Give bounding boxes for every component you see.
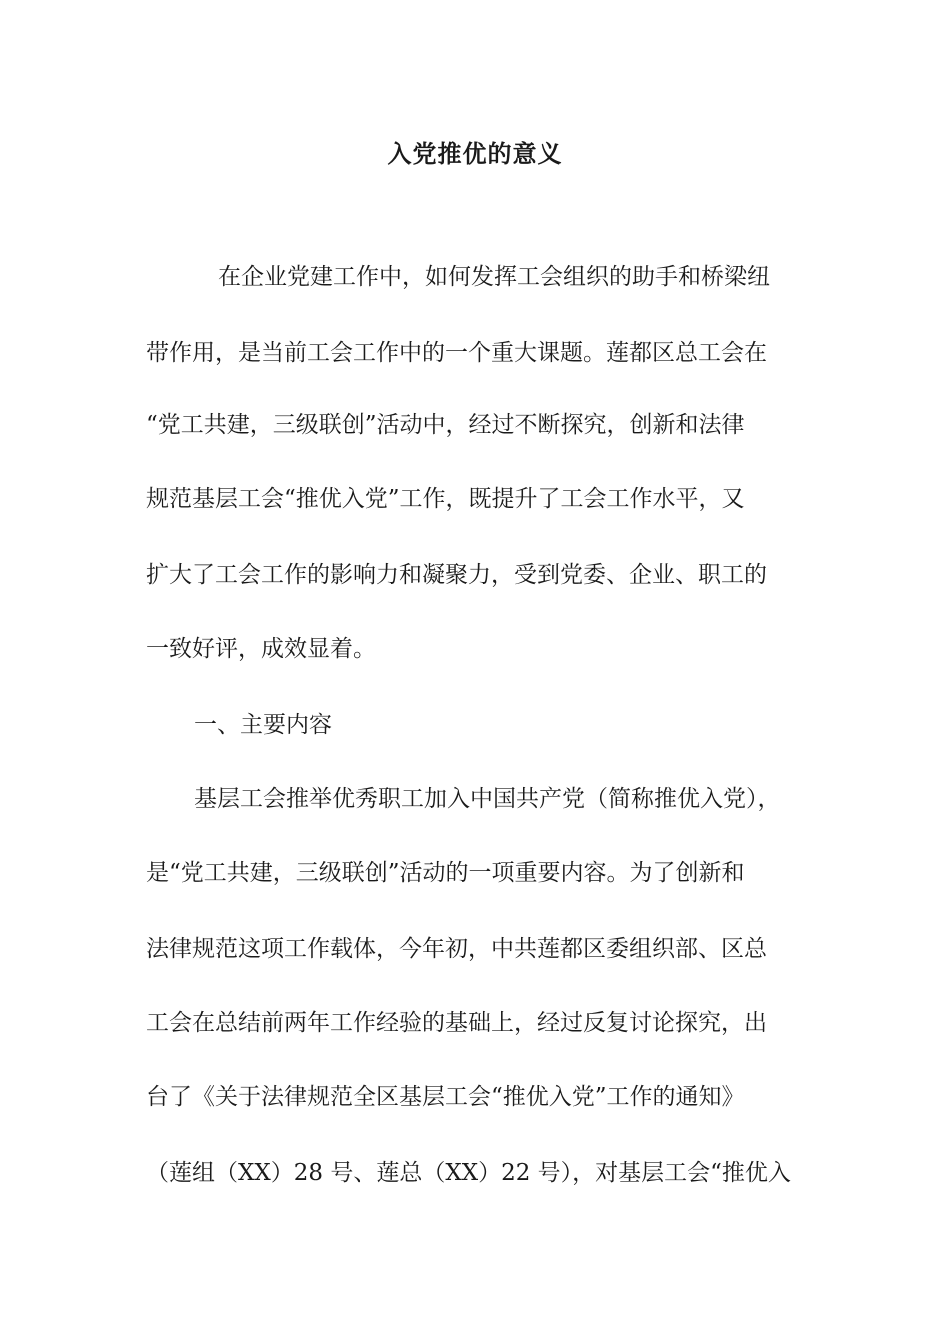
document-title: 入党推优的意义 [387, 139, 563, 168]
paragraph-line: 带作用，是当前工会工作中的一个重大课题。莲都区总工会在 [146, 340, 767, 366]
section-heading: 一、主要内容 [194, 712, 332, 738]
paragraph-line: 扩大了工会工作的影响力和凝聚力，受到党委、企业、职工的 [146, 562, 767, 588]
paragraph-line: 台了《关于法律规范全区基层工会“推优入党”工作的通知》 [146, 1084, 745, 1110]
paragraph-line: （莲组（XX）28 号、莲总（XX）22 号），对基层工会“推优入 [146, 1160, 791, 1186]
paragraph-line: 在企业党建工作中，如何发挥工会组织的助手和桥梁纽 [218, 264, 770, 290]
paragraph-line: “党工共建，三级联创”活动中，经过不断探究，创新和法律 [146, 412, 745, 438]
paragraph-line: 基层工会推举优秀职工加入中国共产党（简称推优入党）， [194, 786, 781, 812]
paragraph-line: 工会在总结前两年工作经验的基础上，经过反复讨论探究，出 [146, 1010, 767, 1036]
paragraph-line: 一致好评，成效显着。 [146, 636, 376, 662]
paragraph-line: 是“党工共建，三级联创”活动的一项重要内容。为了创新和 [146, 860, 745, 886]
paragraph-line: 规范基层工会“推优入党”工作，既提升了工会工作水平，又 [146, 486, 745, 512]
paragraph-line: 法律规范这项工作载体，今年初，中共莲都区委组织部、区总 [146, 936, 767, 962]
